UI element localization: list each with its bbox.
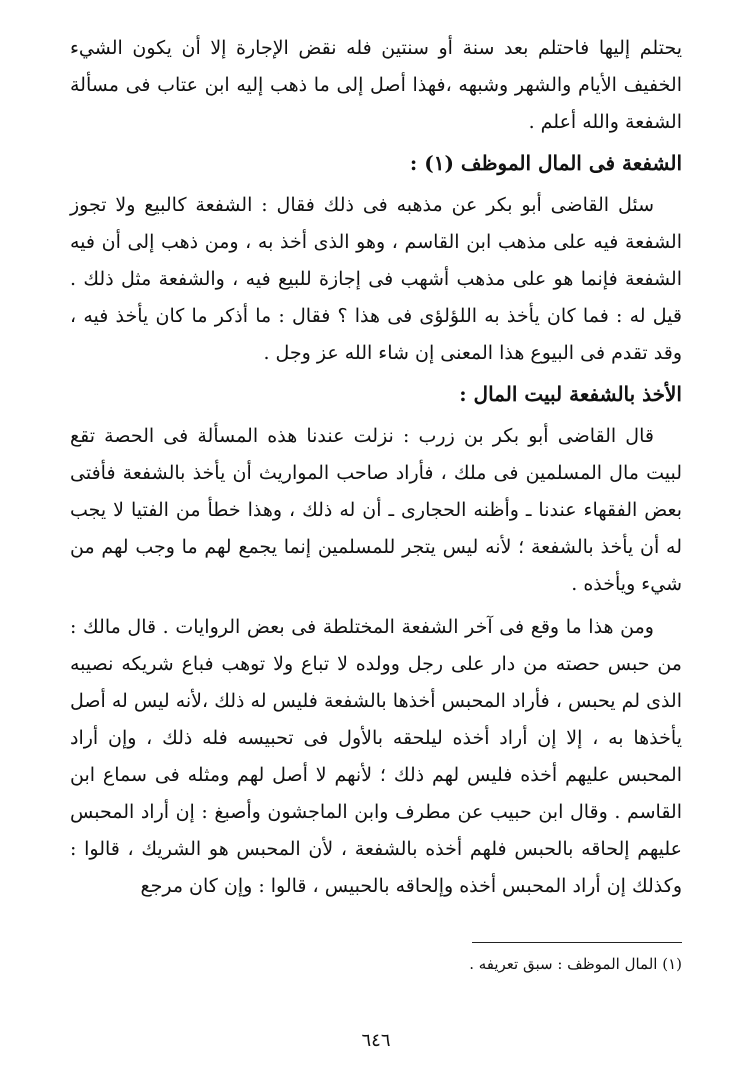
- paragraph-2: سئل القاضى أبو بكر عن مذهبه فى ذلك فقال : الشفعة كالبيع ولا تجوز الشفعة فيه على مذهب ابن القاسم ، وهو الذى أخذ به ، ومن ذهب إلى أن فيه الشفعة فإنما هو على مذهب أشهب فى إجازة للبيع فيه ، والشفعة مثل ذلك . قيل له : فما كان يأخذ به اللؤلؤى فى هذا ؟ فقال : ما أذكر ما كان يأخذ فيه ، وقد تقدم فى البيوع هذا المعنى إن شاء الله عز وجل .: [70, 194, 682, 364]
- footnote-divider: [472, 942, 682, 943]
- section-heading-preemption-allotted-property: الشفعة فى المال الموظف (١) :: [409, 151, 682, 175]
- paragraph-1: يحتلم إليها فاحتلم بعد سنة أو سنتين فله نقض الإجارة إلا أن يكون الشيء الخفيف الأيام والشهر وشبهه ،فهذا أصل إلى ما ذهب إليه ابن عتاب فى مسألة الشفعة والله أعلم .: [70, 37, 682, 133]
- page-number: ٦٤٦: [361, 1030, 391, 1051]
- footnote: (١) المال الموظف : سبق تعريفه .: [469, 955, 682, 973]
- section-heading-preemption-treasury: الأخذ بالشفعة لبيت المال :: [459, 382, 682, 406]
- document-page: [70, 30, 682, 1063]
- paragraph-4: ومن هذا ما وقع فى آخر الشفعة المختلطة فى بعض الروايات . قال مالك : من حبس حصته من دار على رجل وولده لا تباع ولا توهب فباع شريكه نصيبه الذى لم يحبس ، فأراد المحبس أخذها بالشفعة فليس له ذلك ،لأنه ليس له أصل يأخذها به ، إلا إن أراد أخذه ليلحقه بالأول فى تحبيسه فله ذلك ، وإن أراد المحبس عليهم أخذه فليس لهم ذلك ؛ لأنهم لا أصل لهم ومثله فى سماع ابن القاسم . وقال ابن حبيب عن مطرف وابن الماجشون وأصبغ : إن أراد المحبس عليهم إلحاقه بالحبس فلهم أخذه بالشفعة ، لأن المحبس هو الشريك ، قالوا : وكذلك إن أراد المحبس أخذه وإلحاقه بالحبيس ، قالوا : وإن كان مرجع: [70, 616, 682, 897]
- paragraph-3: قال القاضى أبو بكر بن زرب : نزلت عندنا هذه المسألة فى الحصة تقع لبيت مال المسلمين فى ملك ، فأراد صاحب المواريث أن يأخذ بالشفعة فأفتى بعض الفقهاء عندنا ـ وأظنه الحجارى ـ أن له ذلك ، وهذا خطأ من الفتيا لا يجب له أن يأخذ بالشفعة ؛ لأنه ليس يتجر للمسلمين إنما يجمع لهم ما وجب لهم من شيء ويأخذه .: [70, 425, 682, 595]
